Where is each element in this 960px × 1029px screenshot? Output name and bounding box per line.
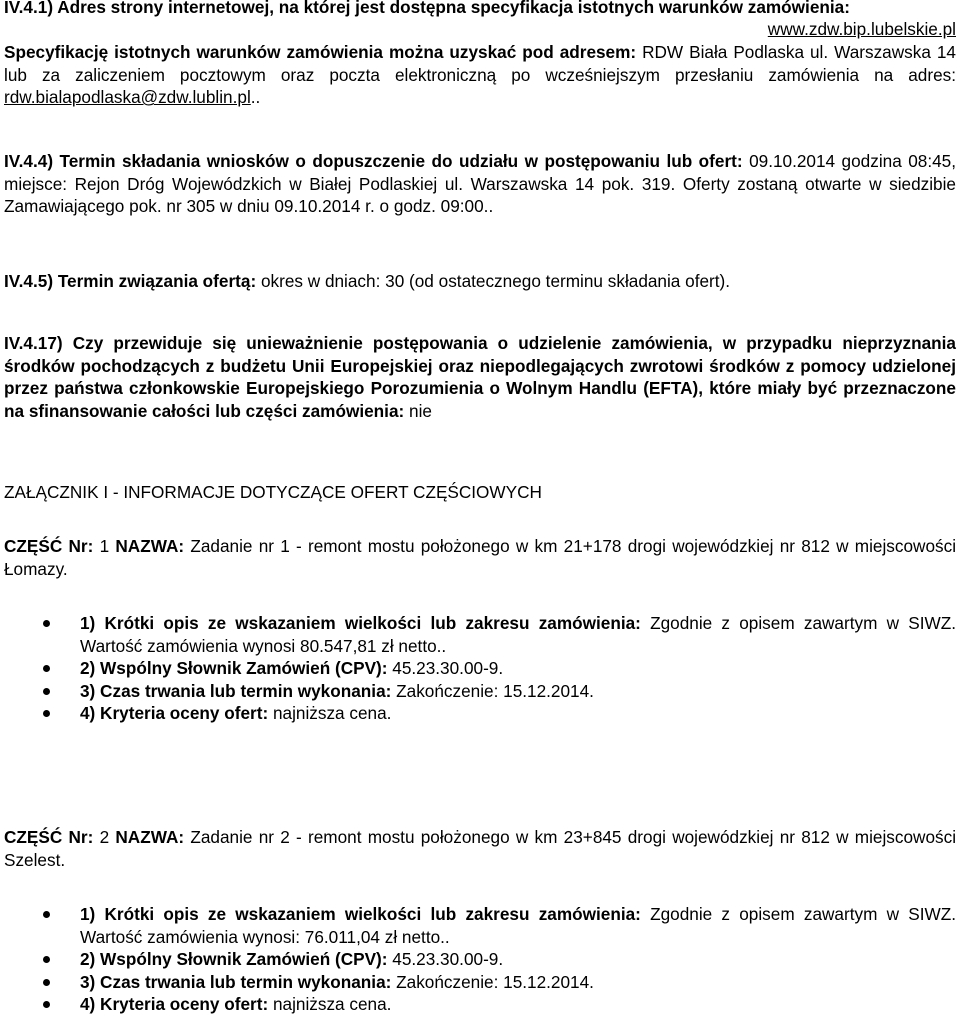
item-text: Zakończenie: 15.12.2014. — [391, 971, 594, 992]
bullet-icon — [43, 710, 50, 717]
section-iv-4-4 — [4, 150, 956, 218]
list-item — [4, 903, 956, 948]
body-text: okres w dniach: 30 (od ostatecznego terminu składania ofert). — [256, 271, 731, 291]
item-label: 4) Kryteria oceny ofert: — [80, 703, 269, 724]
item-label: 1) Krótki opis ze wskazaniem wielkości lub zakresu zamówienia: — [80, 613, 641, 633]
body-text: RDW Biała Podlaska ul. Warszawska 14 lub za zaliczeniem pocztowym oraz poczta elektroniczną po wcześniejszym przesłaniu zamówienia na adres: — [4, 42, 956, 85]
body-text: nie — [404, 400, 432, 421]
email-link[interactable]: rdw.bialapodlaska@zdw.lublin.pl — [4, 87, 251, 108]
bullet-icon — [43, 911, 50, 918]
item-text: Zakończenie: 15.12.2014. — [391, 680, 594, 701]
item-text: 45.23.30.00-9. — [387, 949, 504, 970]
item-label: 2) Wspólny Słownik Zamówień (CPV): — [80, 949, 388, 970]
part-1-details-list — [4, 612, 956, 725]
bullet-icon — [43, 1001, 50, 1008]
bullet-icon — [43, 956, 50, 963]
item-text: Zgodnie z opisem zawartym w SIWZ. Wartość zamówienia wynosi 80.547,81 zł netto.. — [80, 613, 956, 656]
part-name: Zadanie nr 2 - remont mostu położonego w km 23+845 drogi wojewódzkiej nr 812 w miejscowości Szelest. — [4, 827, 957, 870]
list-item — [4, 993, 956, 1016]
item-text: Zgodnie z opisem zawartym w SIWZ. Wartość zamówienia wynosi: 76.011,04 zł netto.. — [80, 904, 956, 947]
part-label: CZĘŚĆ Nr: — [4, 827, 94, 847]
item-label: 4) Kryteria oceny ofert: — [80, 994, 269, 1015]
part-2-header — [4, 826, 956, 871]
item-label: 2) Wspólny Słownik Zamówień (CPV): — [80, 658, 388, 679]
section-label: IV.4.1) Adres strony internetowej, na której jest dostępna specyfikacja istotnych warunków zamówienia: — [4, 0, 850, 17]
part-number: 2 — [93, 827, 116, 847]
part-2-details-list — [4, 903, 956, 1016]
list-item — [4, 971, 956, 994]
list-item — [4, 702, 956, 725]
list-item — [4, 680, 956, 703]
annex-title: ZAŁĄCZNIK I - INFORMACJE DOTYCZĄCE OFERT CZĘŚCIOWYCH — [4, 482, 542, 502]
item-label: 3) Czas trwania lub termin wykonania: — [80, 971, 392, 992]
bullet-icon — [43, 688, 50, 695]
bullet-icon — [43, 620, 50, 627]
body-text: 09.10.2014 godzina 08:45, miejsce: Rejon Dróg Wojewódzkich w Białej Podlaskiej ul. Warszawska 14 pok. 319. Oferty zostaną otwarte w siedzibie Zamawiającego pok. nr 305 w dniu 09.10.2014 r. o godz. 09:00.. — [4, 151, 957, 217]
specification-url-line — [4, 18, 956, 41]
section-label: IV.4.5) Termin związania ofertą: — [4, 271, 257, 291]
name-label: NAZWA: — [115, 536, 185, 556]
item-text: najniższa cena. — [268, 703, 392, 724]
item-text: 45.23.30.00-9. — [387, 658, 504, 679]
item-text: najniższa cena. — [268, 994, 392, 1015]
bullet-icon — [43, 665, 50, 672]
section-iv-4-17 — [4, 332, 956, 422]
item-label: 1) Krótki opis ze wskazaniem wielkości lub zakresu zamówienia: — [80, 904, 641, 924]
bold-text: Specyfikację istotnych warunków zamówienia można uzyskać pod adresem: — [4, 42, 637, 62]
item-label: 3) Czas trwania lub termin wykonania: — [80, 680, 392, 701]
name-label: NAZWA: — [115, 827, 185, 847]
part-number: 1 — [93, 536, 116, 556]
list-item — [4, 948, 956, 971]
section-label: IV.4.17) Czy przewiduje się unieważnienie postępowania o udzielenie zamówienia, w przypadku nieprzyznania środków pochodzących z budżetu Unii Europejskiej oraz niepodlegających zwrotowi środków z pomocy udzielonej przez państwa członkowskie Europejskiego Porozumienia o Wolnym Handlu (EFTA), które miały być przeznaczone na sfinansowanie całości lub części zamówienia: — [4, 333, 956, 421]
part-1-header — [4, 535, 956, 580]
section-iv-4-1-heading — [4, 0, 956, 19]
specification-url-link[interactable]: www.zdw.bip.lubelskie.pl — [767, 19, 956, 39]
section-iv-4-5 — [4, 270, 956, 293]
list-item — [4, 612, 956, 657]
section-iv-4-1-body — [4, 41, 956, 109]
part-name: Zadanie nr 1 - remont mostu położonego w km 21+178 drogi wojewódzkiej nr 812 w miejscowości Łomazy. — [4, 536, 957, 579]
section-label: IV.4.4) Termin składania wniosków o dopuszczenie do udziału w postępowaniu lub ofert: — [4, 151, 743, 171]
part-label: CZĘŚĆ Nr: — [4, 536, 94, 556]
bullet-icon — [43, 979, 50, 986]
email-suffix: .. — [250, 87, 261, 108]
list-item — [4, 657, 956, 680]
